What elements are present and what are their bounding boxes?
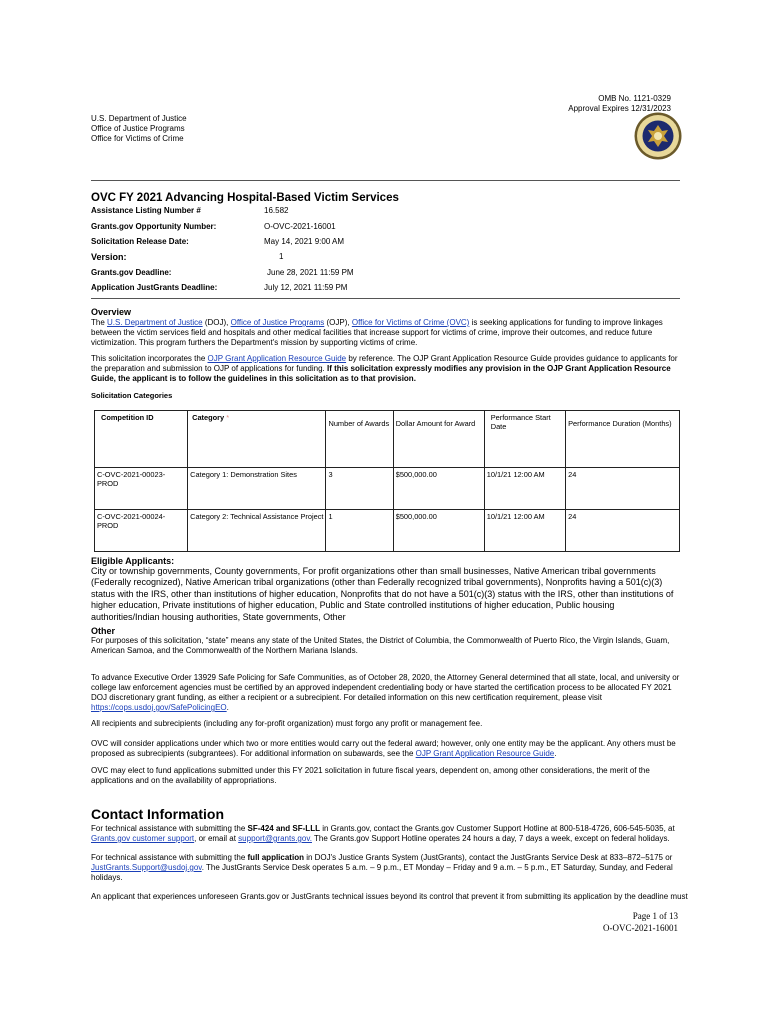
table-cell: C-OVC-2021-00023-PROD — [95, 468, 188, 510]
ojp-link[interactable]: Office of Justice Programs — [230, 318, 325, 327]
technical-issues-paragraph: An applicant that experiences unforeseen Grants.gov or JustGrants technical issues beyond its control that prevent it from submitting its application by the deadline must — [91, 892, 688, 901]
future-funding-paragraph: OVC may elect to fund applications submitted under this FY 2021 solicitation in future fiscal years, dependent on, among other considerations, the merit of the applications and on the availability of appropriations. — [91, 766, 650, 785]
agency-line: Office of Justice Programs — [91, 124, 185, 133]
agency-line: U.S. Department of Justice — [91, 114, 187, 123]
omb-expiration: Approval Expires 12/31/2023 — [568, 104, 671, 113]
column-header: Competition ID — [95, 411, 188, 468]
grants-gov-support-paragraph: For technical assistance with submitting the SF-424 and SF-LLL in Grants.gov, contact the Grants.gov Customer Support Hotline at 800-518-4726, 606-545-5035, at Grants.gov customer support, or email at support@grants.gov. The Grants.gov Support Hotline operates 24 hours a day, 7 days a week, except on federal holidays. — [91, 824, 675, 843]
table-cell: 3 — [326, 468, 393, 510]
overview-paragraph: The U.S. Department of Justice (DOJ), Office of Justice Programs (OJP), Office for Victims of Crime (OVC) is seeking applications for funding to improve linkages between the victim services field and hospitals and other medical facilities that increase support for victims of crime, improve their outcomes, and reduce future victimization. This program furthers the Department's mission by supporting victims of crime. — [91, 318, 663, 347]
eligible-text: City or township governments, County governments, For profit organizations other than small businesses, Native American tribal governments (Federally recognized), Native American tribal organizations (other than Federally recognized tribal governments), Nonprofits having a 501(c)(3) status with the IRS, other than institutions of higher education, Nonprofits that do not have a 501(c)(3) status with the IRS, other than institutions of higher education, Private institutions of higher education, Public and State controlled institutions of higher education, Public housing authorities/Indian housing authorities, State governments, Other — [91, 566, 674, 622]
omb-number: OMB No. 1121-0329 — [598, 94, 671, 103]
resource-guide-link[interactable]: OJP Grant Application Resource Guide — [207, 354, 347, 363]
subrecipients-paragraph: OVC will consider applications under which two or more entities would carry out the federal award; however, only one entity may be the applicant. Any others must be proposed as subrecipients (subgrantees). For additional information on subawards, see the OJP Grant Application Resource Guide. — [91, 739, 676, 758]
page-title: OVC FY 2021 Advancing Hospital-Based Victim Services — [91, 192, 399, 204]
meta-label: Grants.gov Opportunity Number: — [91, 222, 217, 231]
page-number: Page 1 of 13 — [632, 911, 678, 921]
column-header: Category * — [188, 411, 326, 468]
profit-paragraph: All recipients and subrecipients (including any for-profit organization) must forgo any profit or management fee. — [91, 719, 483, 728]
meta-value: 16.582 — [264, 206, 289, 215]
support-email-link[interactable]: support@grants.gov. — [238, 834, 312, 843]
meta-label: Solicitation Release Date: — [91, 237, 189, 246]
table-cell: Category 2: Technical Assistance Project — [188, 510, 326, 552]
categories-heading: Solicitation Categories — [91, 391, 173, 400]
table-header-row — [95, 411, 680, 468]
overview-heading: Overview — [91, 307, 132, 317]
table-cell: 1 — [326, 510, 393, 552]
divider — [91, 298, 680, 299]
table-row — [95, 468, 680, 510]
column-header: Performance Duration (Months) — [566, 411, 680, 468]
divider — [91, 180, 680, 181]
resource-guide-paragraph: This solicitation incorporates the OJP Grant Application Resource Guide by reference. The OJP Grant Application Resource Guide provides guidance to applicants for the preparation and submission to OJP of applications for funding. If this solicitation expressly modifies any provision in the OJP Grant Application Resource Guide, the applicant is to follow the guidelines in this solicitation as to that provision. — [91, 354, 678, 383]
document-id: O-OVC-2021-16001 — [603, 923, 678, 933]
doj-link[interactable]: U.S. Department of Justice — [107, 318, 203, 327]
agency-line: Office for Victims of Crime — [91, 134, 184, 143]
table-cell: $500,000.00 — [393, 468, 484, 510]
table-cell: 10/1/21 12:00 AM — [484, 510, 565, 552]
ojp-seal-icon — [634, 112, 682, 160]
meta-value: O-OVC-2021-16001 — [264, 222, 336, 231]
column-header: Performance Start Date — [484, 411, 565, 468]
table-cell: C-OVC-2021-00024-PROD — [95, 510, 188, 552]
grants-gov-support-link[interactable]: Grants.gov customer support — [91, 834, 195, 843]
meta-value: 1 — [279, 252, 284, 261]
agency-block — [91, 114, 187, 144]
meta-label: Assistance Listing Number # — [91, 206, 201, 215]
table-cell: 10/1/21 12:00 AM — [484, 468, 565, 510]
contact-heading: Contact Information — [91, 806, 224, 822]
justgrants-email-link[interactable]: JustGrants.Support@usdoj.gov — [91, 863, 202, 872]
ovc-link[interactable]: Office for Victims of Crime (OVC) — [351, 318, 470, 327]
meta-label: Application JustGrants Deadline: — [91, 283, 218, 292]
table-cell: 24 — [566, 468, 680, 510]
meta-value: June 28, 2021 11:59 PM — [267, 268, 354, 277]
omb-block — [568, 94, 671, 114]
safe-policing-link[interactable]: https://cops.usdoj.gov/SafePolicingEO — [91, 703, 227, 712]
eo-paragraph: To advance Executive Order 13929 Safe Policing for Safe Communities, as of October 28, 2020, the Attorney General determined that all state, local, and university or college law enforcement agencies must be certified by an approved independent credentialing body or have started the certification process to be allocated FY 2021 DOJ discretionary grant funding, as either a recipient or a subrecipient. For detailed information on this new certification requirement, please visit https://cops.usdoj.gov/SafePolicingEO. — [91, 673, 680, 712]
column-header: Number of Awards — [326, 411, 393, 468]
meta-label: Grants.gov Deadline: — [91, 268, 172, 277]
table-cell: 24 — [566, 510, 680, 552]
meta-value: July 12, 2021 11:59 PM — [264, 283, 348, 292]
meta-label: Version: — [91, 252, 127, 262]
page-footer — [603, 910, 678, 934]
table-cell: $500,000.00 — [393, 510, 484, 552]
eligible-heading: Eligible Applicants: — [91, 556, 175, 566]
categories-table — [94, 410, 680, 552]
table-cell: Category 1: Demonstration Sites — [188, 468, 326, 510]
justgrants-support-paragraph: For technical assistance with submitting the full application in DOJ's Justice Grants System (JustGrants), contact the JustGrants Service Desk at 833–872–5175 or JustGrants.Support@usdoj.gov. The JustGrants Service Desk operates 5 a.m. – 9 p.m., ET Monday – Friday and 9 a.m. – 5 p.m., ET Saturday, Sunday, and Federal holidays. — [91, 853, 673, 882]
other-heading: Other — [91, 626, 116, 636]
column-header: Dollar Amount for Award — [393, 411, 484, 468]
other-text: For purposes of this solicitation, “state” means any state of the United States, the District of Columbia, the Commonwealth of Puerto Rico, the Virgin Islands, Guam, American Samoa, and the Commonwealth of the Northern Mariana Islands. — [91, 636, 670, 655]
table-row — [95, 510, 680, 552]
meta-value: May 14, 2021 9:00 AM — [264, 237, 345, 246]
resource-guide-link[interactable]: OJP Grant Application Resource Guide — [415, 749, 555, 758]
